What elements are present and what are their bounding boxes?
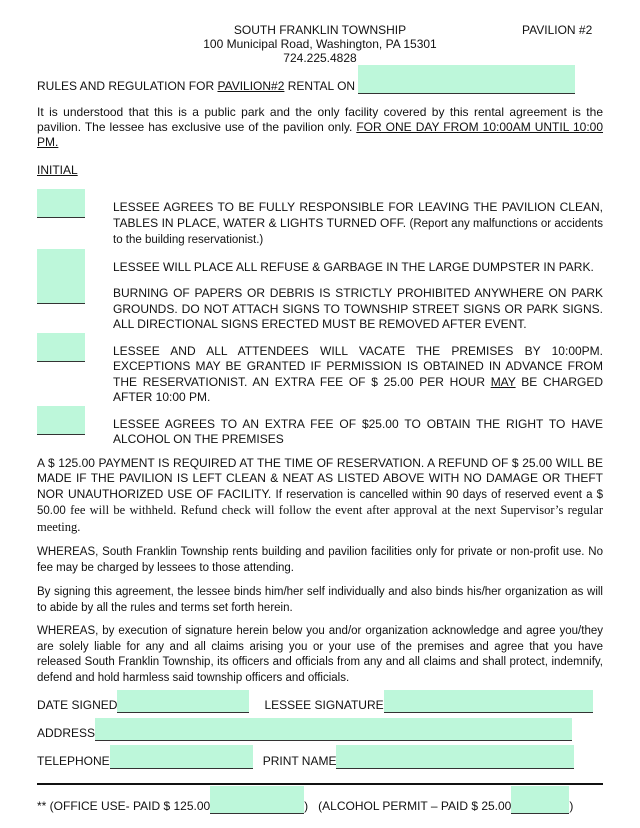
rule-5-text: LESSEE AGREES TO AN EXTRA FEE OF $25.00 TO OBTAIN THE RIGHT TO HAVE ALCOHOL ON THE PREMISES	[113, 416, 603, 446]
alcohol-permit-label: (ALCOHOL PERMIT – PAID $ 25.00	[318, 799, 512, 813]
whereas-liability: WHEREAS, by execution of signature herein below you and/or organization acknowledge and agree you/they are solely liable for any and all claims arising you or your use of the premises and agree that you have released South Franklin Township, its officers and officials from any and all claims and shall protect, indemnify, defend and hold harmless said township officers and officials.	[37, 625, 603, 684]
rule-4-text: LESSEE AND ALL ATTENDEES WILL VACATE THE PREMISES BY 10:00PM. EXCEPTIONS MAY BE GRANTED IF PERMISSION IS OBTAINED IN ADVANCE FROM THE RESERVATIONIST. AN EXTRA FEE OF $ 25.00 PER HOUR	[113, 343, 603, 389]
rule-1	[37, 189, 603, 249]
initial-field-3[interactable]	[37, 275, 85, 304]
org-phone: 724.225.4828	[283, 51, 357, 65]
header	[37, 23, 603, 65]
org-name: SOUTH FRANKLIN TOWNSHIP	[233, 23, 407, 37]
payment-caps: A $ 125.00 PAYMENT IS REQUIRED AT THE TIME OF RESERVATION. A REFUND OF $ 25.00 WILL BE MADE IF THE PAVILION IS LEFT CLEAN & NEAT AS LISTED ABOVE WITH NO DAMAGE OR THEFT NOR UNAUTHORIZED USE OF FACILITY.	[37, 455, 603, 501]
rule-4-body	[113, 333, 603, 406]
initial-field-2[interactable]	[37, 249, 85, 278]
rule-3	[37, 275, 603, 333]
print-name-label: PRINT NAME	[262, 754, 337, 768]
signing-paragraph: By signing this agreement, the lessee binds him/her self individually and also binds his/her organization as will to abide by all the rules and terms set forth herein.	[37, 586, 603, 614]
rules-title-text	[37, 79, 355, 94]
payment-paragraph	[37, 456, 603, 536]
office-close-paren: )	[304, 799, 309, 813]
initial-heading: INITIAL	[37, 163, 78, 177]
office-use-row	[37, 786, 603, 814]
title-pavilion: PAVILION#2	[217, 79, 285, 93]
title-suffix: RENTAL ON	[284, 79, 356, 93]
intro-text: It is understood that this is a public park and the only facility covered by this rental agreement is the pavilion. The lessee has exclusive use of the pavilion only.	[37, 105, 603, 134]
title-prefix: RULES AND REGULATION FOR	[37, 79, 218, 93]
rule-2-text: LESSEE WILL PLACE ALL REFUSE & GARBAGE IN THE LARGE DUMPSTER IN PARK.	[113, 259, 594, 274]
date-signed-label: DATE SIGNED	[37, 698, 118, 712]
rule-1-body	[113, 189, 603, 249]
rule-4	[37, 333, 603, 406]
alcohol-close-paren: )	[569, 799, 574, 813]
rule-5	[37, 406, 603, 448]
initial-field-5[interactable]	[37, 406, 85, 435]
telephone-row	[37, 745, 603, 769]
rule-2	[37, 249, 603, 276]
office-paid-field[interactable]	[210, 786, 304, 814]
rental-date-field[interactable]	[358, 65, 575, 94]
org-address: 100 Municipal Road, Washington, PA 15301	[203, 37, 437, 51]
address-field[interactable]	[95, 718, 572, 741]
pavilion-label: PAVILION #2	[522, 23, 593, 37]
intro-paragraph	[37, 105, 603, 150]
rule-4-may: MAY	[490, 374, 516, 389]
divider	[37, 783, 603, 785]
whereas-facilities: WHEREAS, South Franklin Township rents building and pavilion facilities only for private or non-profit use. No fee may be charged by lessees to those attending.	[37, 546, 603, 574]
lessee-signature-label: LESSEE SIGNATURE	[264, 698, 384, 712]
initial-field-4[interactable]	[37, 333, 85, 362]
telephone-field[interactable]	[110, 745, 253, 769]
address-row	[37, 718, 603, 741]
lessee-signature-field[interactable]	[384, 690, 593, 713]
alcohol-paid-field[interactable]	[511, 786, 569, 814]
rule-1-note: (Report any malfunctions or accidents to the building reservationist.)	[113, 217, 603, 246]
print-name-field[interactable]	[336, 745, 574, 769]
intro-emphasis: FOR ONE DAY FROM 10:00AM UNTIL 10:00 PM.	[37, 120, 603, 149]
payment-cancel: If reservation is cancelled within 90 days of reserved event a $ 50.00	[37, 488, 604, 517]
payment-refund: fee will be withheld. Refund check will follow the event after approval at the next Supervisor’s regular meeting.	[37, 503, 603, 534]
rule-1-text: LESSEE AGREES TO BE FULLY RESPONSIBLE FOR LEAVING THE PAVILION CLEAN, TABLES IN PLACE, WATER & LIGHTS TURNED OFF.	[113, 200, 603, 230]
rules-title	[37, 65, 603, 94]
initial-field-1[interactable]	[37, 189, 85, 218]
document-body	[37, 23, 603, 814]
rule-3-text: BURNING OF PAPERS OR DEBRIS IS STRICTLY PROHIBITED ANYWHERE ON PARK GROUNDS. DO NOT ATTACH SIGNS TO TOWNSHIP STREET SIGNS OR PARK SIGNS. ALL DIRECTIONAL SIGNS ERECTED MUST BE REMOVED AFTER EVENT.	[113, 286, 603, 331]
address-label: ADDRESS	[37, 726, 96, 740]
office-use-label: ** (OFFICE USE- PAID $ 125.00	[37, 799, 211, 813]
date-signed-field[interactable]	[117, 690, 249, 713]
telephone-label: TELEPHONE	[37, 754, 110, 768]
rule-4-tail: BE CHARGED AFTER 10:00 PM.	[113, 374, 603, 404]
signature-row	[37, 690, 603, 713]
